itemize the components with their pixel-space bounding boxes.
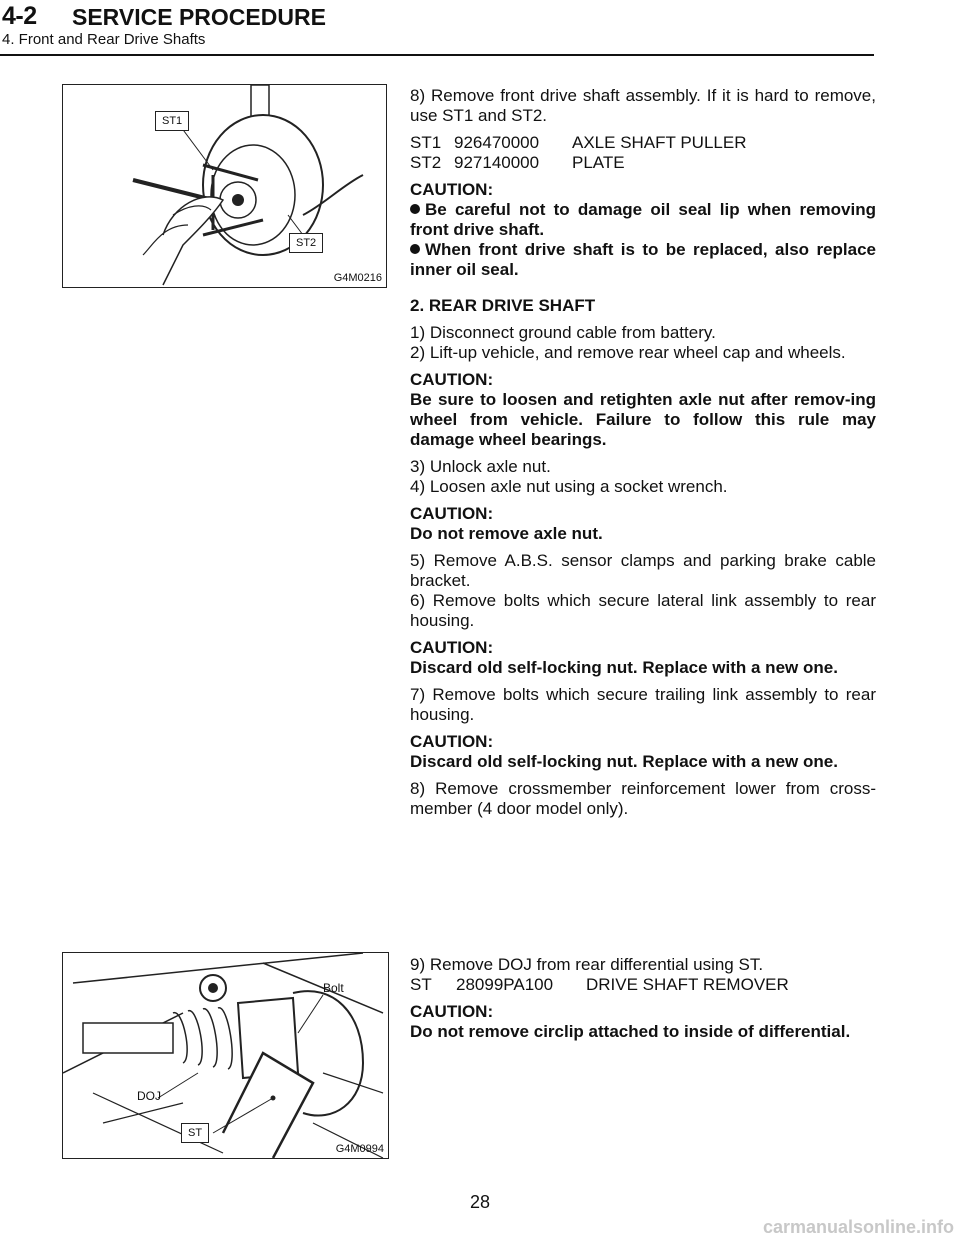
section-number: 4-2	[2, 2, 37, 30]
step-text: 8) Remove crossmember reinforcement lower from cross-member (4 door model only).	[410, 779, 876, 818]
bullet-icon	[410, 204, 420, 214]
callout-st2: ST2	[289, 233, 323, 253]
page-subtitle: 4. Front and Rear Drive Shafts	[2, 31, 206, 48]
tool-name: PLATE	[572, 153, 625, 172]
caution-bullet	[410, 240, 876, 280]
caution-label: CAUTION:	[410, 732, 494, 751]
tool-row	[410, 133, 876, 153]
figure-code: G4M0216	[333, 272, 382, 284]
tool-id: ST2	[410, 153, 442, 172]
tool-id: ST	[410, 975, 432, 994]
section-heading: 2. REAR DRIVE SHAFT	[410, 296, 596, 315]
figure-doj-removal	[62, 952, 389, 1159]
tool-row	[410, 975, 876, 995]
figure-front-axle-puller	[62, 84, 387, 288]
tool-row	[410, 153, 876, 173]
caution-label: CAUTION:	[410, 370, 494, 389]
caution-label: CAUTION:	[410, 504, 494, 523]
caution-label: CAUTION:	[410, 1002, 494, 1021]
watermark: carmanualsonline.info	[762, 1217, 954, 1237]
tool-name: DRIVE SHAFT REMOVER	[586, 975, 789, 994]
step-text: 8) Remove front drive shaft assembly. If it is hard to remove, use ST1 and ST2.	[410, 86, 876, 125]
step-text: 9) Remove DOJ from rear differential using ST.	[410, 955, 764, 974]
caution-label: CAUTION:	[410, 638, 494, 657]
caution-label: CAUTION:	[410, 180, 494, 199]
front-axle-illustration	[63, 85, 386, 287]
page-number: 28	[469, 1192, 491, 1212]
tool-name: AXLE SHAFT PULLER	[572, 133, 747, 152]
step-text: 6) Remove bolts which secure lateral link assembly to rear housing.	[410, 591, 876, 630]
doj-removal-section	[410, 955, 876, 1042]
step-text: 4) Loosen axle nut using a socket wrench.	[410, 477, 728, 496]
header-rule	[0, 54, 874, 56]
caution-bullet	[410, 200, 876, 240]
callout-st: ST	[181, 1123, 209, 1143]
caution-text: Be sure to loosen and retighten axle nut after remov-ing wheel from vehicle. Failure to follow this rule may damage wheel bearings.	[410, 390, 876, 449]
step-text: 3) Unlock axle nut.	[410, 457, 551, 476]
tool-number: 927140000	[454, 153, 540, 172]
caution-text: Be careful not to damage oil seal lip when removing front drive shaft.	[410, 200, 876, 239]
tool-id: ST1	[410, 133, 442, 152]
step-text: 5) Remove A.B.S. sensor clamps and parking brake cable bracket.	[410, 551, 876, 590]
caution-text: Do not remove circlip attached to inside of differential.	[410, 1022, 851, 1041]
caution-text: When front drive shaft is to be replaced, also replace inner oil seal.	[410, 240, 876, 279]
figure-code: G4M0994	[335, 1143, 384, 1155]
caution-text: Discard old self-locking nut. Replace with a new one.	[410, 752, 838, 771]
page-title: SERVICE PROCEDURE	[72, 4, 326, 30]
rear-drive-shaft-section	[410, 296, 876, 819]
label-doj: DOJ	[137, 1089, 161, 1103]
caution-text: Do not remove axle nut.	[410, 524, 603, 543]
caution-text: Discard old self-locking nut. Replace with a new one.	[410, 658, 838, 677]
tool-number: 926470000	[454, 133, 540, 152]
step-text: 1) Disconnect ground cable from battery.	[410, 323, 716, 342]
step-text: 2) Lift-up vehicle, and remove rear wheel cap and wheels.	[410, 343, 846, 362]
callout-st1: ST1	[155, 111, 189, 131]
bullet-icon	[410, 244, 420, 254]
tool-number: 28099PA100	[456, 975, 554, 994]
label-bolt: Bolt	[323, 981, 344, 995]
step-text: 7) Remove bolts which secure trailing link assembly to rear housing.	[410, 685, 876, 724]
front-drive-shaft-section	[410, 86, 876, 280]
